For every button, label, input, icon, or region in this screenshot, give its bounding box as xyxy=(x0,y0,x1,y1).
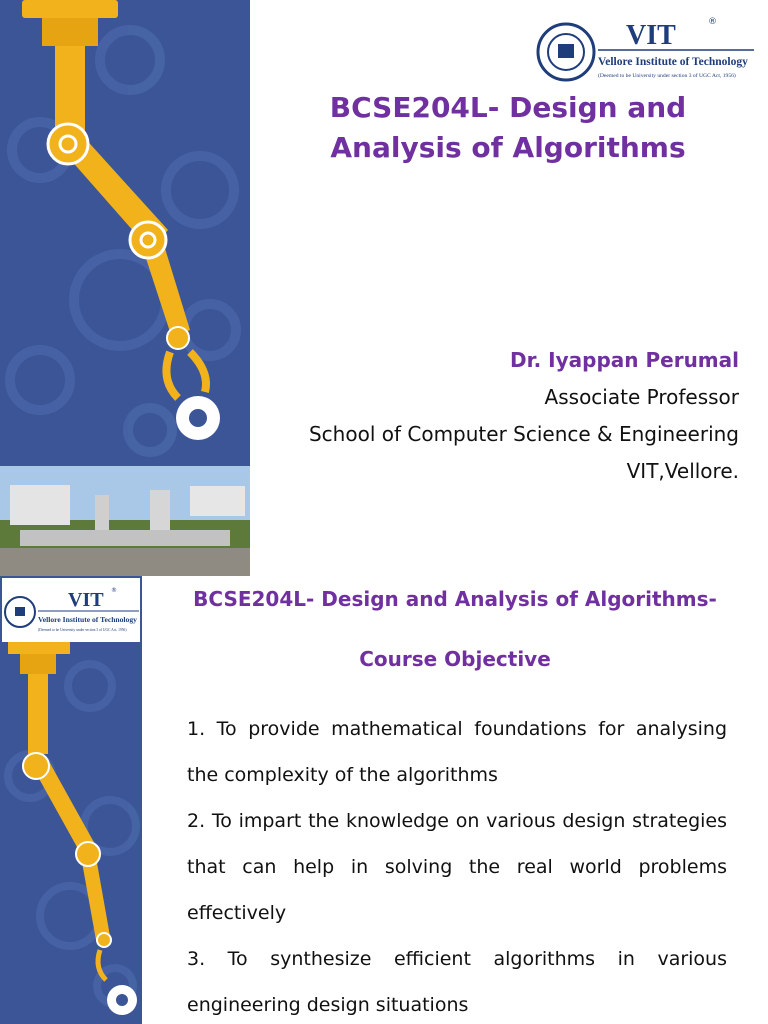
vit-logo xyxy=(536,10,756,100)
author-school: School of Computer Science & Engineering xyxy=(308,422,739,446)
logo-registered: ® xyxy=(111,587,117,594)
slide-title: BCSE204L- Design and Analysis of Algorithms- xyxy=(193,587,717,611)
slide-title xyxy=(270,88,746,168)
logo-brand: VIT xyxy=(68,589,104,611)
author-name: Dr. Iyappan Perumal xyxy=(510,348,739,372)
slide-subtitle: Course Objective xyxy=(359,647,551,671)
objective-item: 1. To provide mathematical foundations for analysing the complexity of the algorithms xyxy=(187,718,727,786)
logo-institute: Vellore Institute of Technology xyxy=(598,56,748,68)
logo-institute: Vellore Institute of Technology xyxy=(38,615,137,624)
logo-tagline: (Deemed to be University under section 3 of UGC Act, 1956) xyxy=(38,628,127,632)
objectives-list xyxy=(187,706,727,1024)
author-location: VIT,Vellore. xyxy=(626,459,739,483)
objective-item: 2. To impart the knowledge on various design strategies that can help in solving the real world problems effectively xyxy=(187,810,727,924)
objective-item: 3. To synthesize efficient algorithms in various engineering design situations xyxy=(187,948,727,1016)
slide-title-line2: Analysis of Algorithms xyxy=(330,131,686,164)
logo-tagline: (Deemed to be University under section 3 of UGC Act, 1956) xyxy=(598,73,736,79)
robot-arm-illustration xyxy=(0,0,250,576)
robot-arm-illustration-small xyxy=(0,576,142,1024)
objectives-slide xyxy=(0,576,768,1024)
slide-title-line1: BCSE204L- Design and xyxy=(329,91,687,124)
logo-brand: VIT xyxy=(626,20,676,51)
author-title: Associate Professor xyxy=(544,385,739,409)
author-block xyxy=(219,342,739,490)
vit-logo-small xyxy=(2,580,140,642)
logo-registered: ® xyxy=(708,17,717,27)
